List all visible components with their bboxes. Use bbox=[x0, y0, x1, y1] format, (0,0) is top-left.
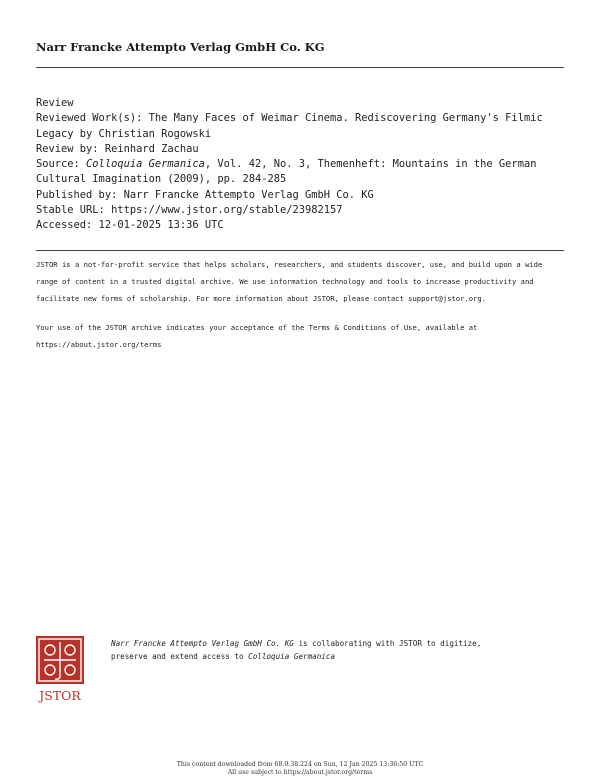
notice-line2: range of content in a trusted digital archive. We use information technology and tools to increase productivity and bbox=[36, 277, 534, 286]
source-line1 bbox=[36, 157, 566, 172]
notice-line1: JSTOR is a not-for-profit service that helps scholars, researchers, and students discover, use, and build upon a wide bbox=[36, 260, 543, 269]
jstor-logo bbox=[36, 636, 84, 704]
collaboration-statement bbox=[111, 637, 551, 663]
terms-link[interactable]: https://about.jstor.org/terms bbox=[36, 340, 162, 349]
source-line2: Cultural Imagination (2009), pp. 284-285 bbox=[36, 173, 287, 186]
collab-journal: Colloquia Germanica bbox=[248, 652, 336, 661]
collab-publisher: Narr Francke Attempto Verlag GmbH Co. KG bbox=[111, 639, 294, 648]
collab-line2 bbox=[111, 650, 551, 663]
footer-line1: This content downloaded from 68.9.38.224 on Sun, 12 Jan 2025 13:36:50 UTC bbox=[176, 761, 424, 768]
published-by: Published by: Narr Francke Attempto Verlag GmbH Co. KG bbox=[36, 188, 374, 201]
stable-url-link[interactable]: Stable URL: https://www.jstor.org/stable/23982157 bbox=[36, 204, 343, 217]
jstor-logo-text: JSTOR bbox=[39, 688, 81, 703]
collab-text1: is collaborating with JSTOR to digitize, bbox=[293, 639, 482, 648]
collab-text2: preserve and extend access to bbox=[111, 652, 249, 661]
collab-line1 bbox=[111, 637, 551, 650]
review-by: Review by: Reinhard Zachau bbox=[36, 142, 199, 155]
terms-line1: Your use of the JSTOR archive indicates your acceptance of the Terms & Conditions of Use, available at bbox=[36, 323, 478, 332]
source-journal: Colloquia Germanica bbox=[86, 158, 205, 171]
terms-notice bbox=[36, 319, 566, 353]
source-rest: , Vol. 42, No. 3, Themenheft: Mountains in the German bbox=[204, 158, 537, 171]
source-prefix: Source: bbox=[36, 158, 87, 171]
metadata-divider bbox=[36, 250, 564, 251]
header-divider bbox=[36, 67, 564, 68]
reviewed-work-line1: Reviewed Work(s): The Many Faces of Weimar Cinema. Rediscovering Germany's Filmic bbox=[36, 112, 543, 125]
reviewed-work-line2: Legacy by Christian Rogowski bbox=[36, 127, 212, 140]
citation-metadata bbox=[36, 96, 566, 234]
notice-line3: facilitate new forms of scholarship. For more information about JSTOR, please contact support@jstor.org. bbox=[36, 294, 487, 303]
footer-line2: All use subject to https://about.jstor.org/terms bbox=[227, 769, 373, 776]
jstor-notice bbox=[36, 256, 566, 307]
publisher-header: Narr Francke Attempto Verlag GmbH Co. KG bbox=[36, 40, 325, 54]
accessed-date: Accessed: 12-01-2025 13:36 UTC bbox=[36, 219, 224, 232]
item-type: Review bbox=[36, 97, 74, 109]
download-footer bbox=[0, 761, 600, 777]
